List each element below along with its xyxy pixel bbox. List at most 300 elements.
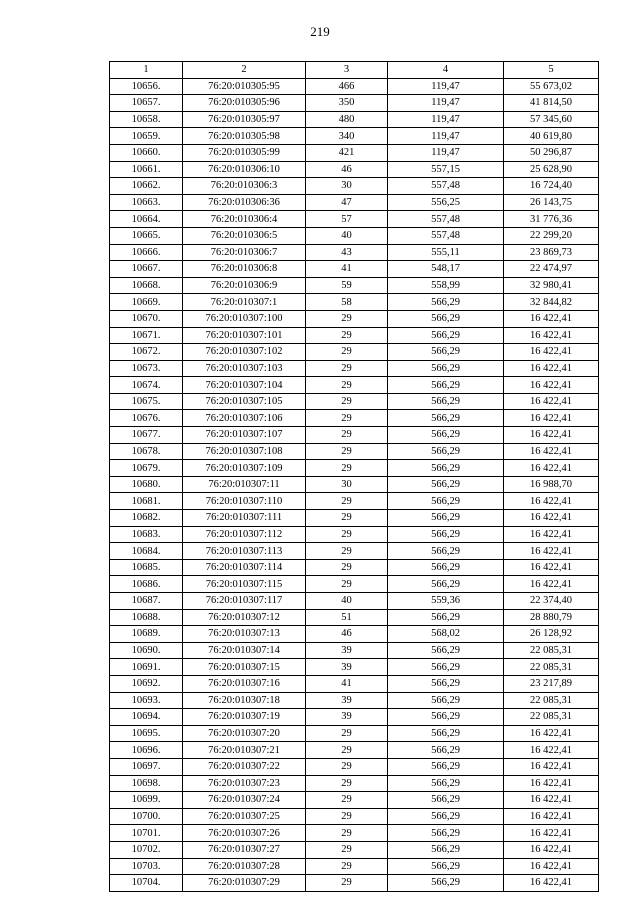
table-row (110, 675, 599, 692)
column-header-4: 4 (388, 62, 504, 79)
row-number-cell: 10679. (110, 460, 183, 477)
row-number-cell: 10672. (110, 344, 183, 361)
row-number-cell: 10704. (110, 875, 183, 892)
cadastral-number-cell: 76:20:010305:96 (183, 95, 306, 112)
row-number-cell: 10675. (110, 393, 183, 410)
table-row (110, 244, 599, 261)
rate-cell: 566,29 (388, 659, 504, 676)
cadastral-number-cell: 76:20:010307:15 (183, 659, 306, 676)
amount-cell: 22 299,20 (504, 227, 599, 244)
area-cell: 59 (306, 277, 388, 294)
cadastral-number-cell: 76:20:010306:10 (183, 161, 306, 178)
cadastral-number-cell: 76:20:010307:112 (183, 526, 306, 543)
amount-cell: 50 296,87 (504, 144, 599, 161)
table-row (110, 692, 599, 709)
area-cell: 29 (306, 327, 388, 344)
cadastral-number-cell: 76:20:010307:19 (183, 709, 306, 726)
cadastral-number-cell: 76:20:010306:9 (183, 277, 306, 294)
area-cell: 29 (306, 526, 388, 543)
amount-cell: 23 869,73 (504, 244, 599, 261)
area-cell: 421 (306, 144, 388, 161)
amount-cell: 57 345,60 (504, 111, 599, 128)
rate-cell: 566,29 (388, 808, 504, 825)
cadastral-number-cell: 76:20:010306:3 (183, 178, 306, 195)
rate-cell: 566,29 (388, 559, 504, 576)
cadastral-number-cell: 76:20:010307:109 (183, 460, 306, 477)
table-row (110, 775, 599, 792)
rate-cell: 566,29 (388, 758, 504, 775)
row-number-cell: 10695. (110, 725, 183, 742)
area-cell: 29 (306, 775, 388, 792)
cadastral-number-cell: 76:20:010307:21 (183, 742, 306, 759)
amount-cell: 16 422,41 (504, 775, 599, 792)
area-cell: 40 (306, 227, 388, 244)
row-number-cell: 10671. (110, 327, 183, 344)
column-header-3: 3 (306, 62, 388, 79)
amount-cell: 16 422,41 (504, 427, 599, 444)
cadastral-number-cell: 76:20:010307:101 (183, 327, 306, 344)
cadastral-number-cell: 76:20:010307:115 (183, 576, 306, 593)
rate-cell: 566,29 (388, 344, 504, 361)
amount-cell: 55 673,02 (504, 78, 599, 95)
table-row (110, 543, 599, 560)
rate-cell: 566,29 (388, 393, 504, 410)
table-row (110, 626, 599, 643)
row-number-cell: 10670. (110, 310, 183, 327)
row-number-cell: 10656. (110, 78, 183, 95)
amount-cell: 16 422,41 (504, 460, 599, 477)
amount-cell: 16 724,40 (504, 178, 599, 195)
amount-cell: 16 422,41 (504, 742, 599, 759)
amount-cell: 16 422,41 (504, 377, 599, 394)
cadastral-number-cell: 76:20:010306:5 (183, 227, 306, 244)
row-number-cell: 10690. (110, 642, 183, 659)
table-row (110, 327, 599, 344)
rate-cell: 548,17 (388, 261, 504, 278)
cadastral-number-cell: 76:20:010307:12 (183, 609, 306, 626)
table-row (110, 310, 599, 327)
cadastral-number-cell: 76:20:010307:117 (183, 593, 306, 610)
area-cell: 29 (306, 559, 388, 576)
cadastral-number-cell: 76:20:010307:22 (183, 758, 306, 775)
row-number-cell: 10682. (110, 510, 183, 527)
cadastral-number-cell: 76:20:010306:4 (183, 211, 306, 228)
table-row (110, 825, 599, 842)
table-row (110, 742, 599, 759)
area-cell: 29 (306, 427, 388, 444)
rate-cell: 566,29 (388, 692, 504, 709)
area-cell: 29 (306, 377, 388, 394)
table-row (110, 211, 599, 228)
amount-cell: 16 422,41 (504, 792, 599, 809)
area-cell: 39 (306, 709, 388, 726)
rate-cell: 566,29 (388, 377, 504, 394)
cadastral-number-cell: 76:20:010307:102 (183, 344, 306, 361)
rate-cell: 566,29 (388, 858, 504, 875)
table-row (110, 111, 599, 128)
amount-cell: 22 374,40 (504, 593, 599, 610)
area-cell: 39 (306, 692, 388, 709)
rate-cell: 566,29 (388, 310, 504, 327)
rate-cell: 566,29 (388, 609, 504, 626)
area-cell: 29 (306, 576, 388, 593)
table-row (110, 78, 599, 95)
rate-cell: 566,29 (388, 742, 504, 759)
amount-cell: 16 422,41 (504, 758, 599, 775)
table-row (110, 277, 599, 294)
row-number-cell: 10657. (110, 95, 183, 112)
rate-cell: 119,47 (388, 144, 504, 161)
table-row (110, 144, 599, 161)
rate-cell: 119,47 (388, 128, 504, 145)
rate-cell: 566,29 (388, 526, 504, 543)
table-row (110, 377, 599, 394)
cadastral-number-cell: 76:20:010307:25 (183, 808, 306, 825)
area-cell: 466 (306, 78, 388, 95)
amount-cell: 16 988,70 (504, 476, 599, 493)
row-number-cell: 10660. (110, 144, 183, 161)
rate-cell: 566,29 (388, 792, 504, 809)
amount-cell: 16 422,41 (504, 576, 599, 593)
area-cell: 480 (306, 111, 388, 128)
rate-cell: 566,29 (388, 493, 504, 510)
area-cell: 29 (306, 841, 388, 858)
area-cell: 46 (306, 626, 388, 643)
amount-cell: 22 085,31 (504, 642, 599, 659)
table-row (110, 576, 599, 593)
cadastral-number-cell: 76:20:010305:98 (183, 128, 306, 145)
rate-cell: 568,02 (388, 626, 504, 643)
cadastral-number-cell: 76:20:010307:100 (183, 310, 306, 327)
row-number-cell: 10681. (110, 493, 183, 510)
column-header-5: 5 (504, 62, 599, 79)
area-cell: 29 (306, 858, 388, 875)
row-number-cell: 10667. (110, 261, 183, 278)
cadastral-number-cell: 76:20:010307:108 (183, 443, 306, 460)
amount-cell: 31 776,36 (504, 211, 599, 228)
amount-cell: 16 422,41 (504, 526, 599, 543)
area-cell: 29 (306, 758, 388, 775)
cadastral-number-cell: 76:20:010307:113 (183, 543, 306, 560)
area-cell: 29 (306, 808, 388, 825)
cadastral-number-cell: 76:20:010307:111 (183, 510, 306, 527)
row-number-cell: 10686. (110, 576, 183, 593)
table-body (110, 78, 599, 891)
amount-cell: 16 422,41 (504, 858, 599, 875)
area-cell: 29 (306, 410, 388, 427)
amount-cell: 16 422,41 (504, 344, 599, 361)
cadastral-number-cell: 76:20:010307:13 (183, 626, 306, 643)
area-cell: 29 (306, 360, 388, 377)
amount-cell: 25 628,90 (504, 161, 599, 178)
row-number-cell: 10661. (110, 161, 183, 178)
area-cell: 58 (306, 294, 388, 311)
amount-cell: 16 422,41 (504, 410, 599, 427)
table-row (110, 659, 599, 676)
row-number-cell: 10689. (110, 626, 183, 643)
rate-cell: 566,29 (388, 476, 504, 493)
row-number-cell: 10700. (110, 808, 183, 825)
cadastral-number-cell: 76:20:010307:104 (183, 377, 306, 394)
row-number-cell: 10662. (110, 178, 183, 195)
row-number-cell: 10659. (110, 128, 183, 145)
row-number-cell: 10687. (110, 593, 183, 610)
row-number-cell: 10677. (110, 427, 183, 444)
rate-cell: 559,36 (388, 593, 504, 610)
area-cell: 29 (306, 742, 388, 759)
cadastral-number-cell: 76:20:010307:106 (183, 410, 306, 427)
table-row (110, 476, 599, 493)
amount-cell: 22 474,97 (504, 261, 599, 278)
cadastral-number-cell: 76:20:010307:1 (183, 294, 306, 311)
table-row (110, 427, 599, 444)
rate-cell: 566,29 (388, 642, 504, 659)
area-cell: 39 (306, 659, 388, 676)
table-row (110, 792, 599, 809)
row-number-cell: 10676. (110, 410, 183, 427)
data-table (109, 61, 599, 892)
rate-cell: 566,29 (388, 841, 504, 858)
rate-cell: 566,29 (388, 875, 504, 892)
row-number-cell: 10703. (110, 858, 183, 875)
rate-cell: 566,29 (388, 443, 504, 460)
area-cell: 46 (306, 161, 388, 178)
rate-cell: 566,29 (388, 460, 504, 477)
amount-cell: 16 422,41 (504, 510, 599, 527)
amount-cell: 16 422,41 (504, 493, 599, 510)
rate-cell: 566,29 (388, 725, 504, 742)
row-number-cell: 10691. (110, 659, 183, 676)
table-row (110, 360, 599, 377)
table-row (110, 443, 599, 460)
column-header-2: 2 (183, 62, 306, 79)
amount-cell: 16 422,41 (504, 725, 599, 742)
row-number-cell: 10665. (110, 227, 183, 244)
rate-cell: 566,29 (388, 675, 504, 692)
row-number-cell: 10664. (110, 211, 183, 228)
cadastral-number-cell: 76:20:010306:36 (183, 194, 306, 211)
area-cell: 29 (306, 310, 388, 327)
rate-cell: 557,48 (388, 211, 504, 228)
area-cell: 29 (306, 443, 388, 460)
table-row (110, 178, 599, 195)
amount-cell: 32 844,82 (504, 294, 599, 311)
amount-cell: 16 422,41 (504, 808, 599, 825)
table-row (110, 593, 599, 610)
rate-cell: 557,15 (388, 161, 504, 178)
cadastral-number-cell: 76:20:010307:26 (183, 825, 306, 842)
area-cell: 41 (306, 261, 388, 278)
area-cell: 30 (306, 476, 388, 493)
rate-cell: 566,29 (388, 709, 504, 726)
cadastral-number-cell: 76:20:010307:20 (183, 725, 306, 742)
cadastral-number-cell: 76:20:010307:107 (183, 427, 306, 444)
rate-cell: 566,29 (388, 543, 504, 560)
rate-cell: 566,29 (388, 427, 504, 444)
row-number-cell: 10658. (110, 111, 183, 128)
row-number-cell: 10674. (110, 377, 183, 394)
table-row (110, 393, 599, 410)
amount-cell: 16 422,41 (504, 360, 599, 377)
table-row (110, 609, 599, 626)
amount-cell: 16 422,41 (504, 327, 599, 344)
rate-cell: 119,47 (388, 95, 504, 112)
rate-cell: 558,99 (388, 277, 504, 294)
table-row (110, 559, 599, 576)
amount-cell: 41 814,50 (504, 95, 599, 112)
table-row (110, 493, 599, 510)
area-cell: 40 (306, 593, 388, 610)
row-number-cell: 10693. (110, 692, 183, 709)
table-row (110, 725, 599, 742)
amount-cell: 28 880,79 (504, 609, 599, 626)
row-number-cell: 10698. (110, 775, 183, 792)
table-row (110, 510, 599, 527)
row-number-cell: 10692. (110, 675, 183, 692)
header-row (110, 62, 599, 79)
table-row (110, 460, 599, 477)
row-number-cell: 10663. (110, 194, 183, 211)
table-row (110, 128, 599, 145)
rate-cell: 119,47 (388, 111, 504, 128)
table-row (110, 758, 599, 775)
rate-cell: 566,29 (388, 360, 504, 377)
rate-cell: 566,29 (388, 775, 504, 792)
rate-cell: 557,48 (388, 227, 504, 244)
row-number-cell: 10688. (110, 609, 183, 626)
row-number-cell: 10701. (110, 825, 183, 842)
amount-cell: 16 422,41 (504, 443, 599, 460)
table-row (110, 344, 599, 361)
row-number-cell: 10680. (110, 476, 183, 493)
table-row (110, 709, 599, 726)
rate-cell: 566,29 (388, 410, 504, 427)
amount-cell: 22 085,31 (504, 709, 599, 726)
amount-cell: 16 422,41 (504, 310, 599, 327)
amount-cell: 23 217,89 (504, 675, 599, 692)
cadastral-number-cell: 76:20:010307:23 (183, 775, 306, 792)
amount-cell: 16 422,41 (504, 841, 599, 858)
table-row (110, 410, 599, 427)
area-cell: 29 (306, 792, 388, 809)
area-cell: 29 (306, 393, 388, 410)
rate-cell: 566,29 (388, 510, 504, 527)
cadastral-number-cell: 76:20:010307:27 (183, 841, 306, 858)
cadastral-number-cell: 76:20:010307:16 (183, 675, 306, 692)
amount-cell: 16 422,41 (504, 825, 599, 842)
table-row (110, 841, 599, 858)
cadastral-number-cell: 76:20:010307:110 (183, 493, 306, 510)
table-row (110, 194, 599, 211)
area-cell: 47 (306, 194, 388, 211)
area-cell: 57 (306, 211, 388, 228)
amount-cell: 22 085,31 (504, 659, 599, 676)
table-row (110, 261, 599, 278)
rate-cell: 566,29 (388, 327, 504, 344)
area-cell: 29 (306, 725, 388, 742)
cadastral-number-cell: 76:20:010307:24 (183, 792, 306, 809)
rate-cell: 557,48 (388, 178, 504, 195)
area-cell: 30 (306, 178, 388, 195)
row-number-cell: 10694. (110, 709, 183, 726)
amount-cell: 32 980,41 (504, 277, 599, 294)
row-number-cell: 10685. (110, 559, 183, 576)
area-cell: 340 (306, 128, 388, 145)
cadastral-number-cell: 76:20:010307:29 (183, 875, 306, 892)
table-row (110, 875, 599, 892)
cadastral-number-cell: 76:20:010305:95 (183, 78, 306, 95)
amount-cell: 16 422,41 (504, 875, 599, 892)
table-row (110, 95, 599, 112)
rate-cell: 555,11 (388, 244, 504, 261)
area-cell: 29 (306, 875, 388, 892)
area-cell: 29 (306, 493, 388, 510)
cadastral-number-cell: 76:20:010305:97 (183, 111, 306, 128)
cadastral-number-cell: 76:20:010305:99 (183, 144, 306, 161)
row-number-cell: 10702. (110, 841, 183, 858)
cadastral-number-cell: 76:20:010307:18 (183, 692, 306, 709)
amount-cell: 16 422,41 (504, 559, 599, 576)
column-header-1: 1 (110, 62, 183, 79)
row-number-cell: 10669. (110, 294, 183, 311)
area-cell: 39 (306, 642, 388, 659)
table-row (110, 808, 599, 825)
rate-cell: 566,29 (388, 294, 504, 311)
area-cell: 43 (306, 244, 388, 261)
row-number-cell: 10696. (110, 742, 183, 759)
amount-cell: 22 085,31 (504, 692, 599, 709)
area-cell: 51 (306, 609, 388, 626)
page-number: 219 (310, 24, 330, 39)
area-cell: 29 (306, 460, 388, 477)
table-row (110, 227, 599, 244)
area-cell: 29 (306, 543, 388, 560)
table-row (110, 642, 599, 659)
row-number-cell: 10697. (110, 758, 183, 775)
cadastral-number-cell: 76:20:010307:114 (183, 559, 306, 576)
amount-cell: 26 143,75 (504, 194, 599, 211)
area-cell: 29 (306, 825, 388, 842)
cadastral-number-cell: 76:20:010307:14 (183, 642, 306, 659)
cadastral-number-cell: 76:20:010307:103 (183, 360, 306, 377)
cadastral-number-cell: 76:20:010307:28 (183, 858, 306, 875)
area-cell: 41 (306, 675, 388, 692)
row-number-cell: 10699. (110, 792, 183, 809)
cadastral-number-cell: 76:20:010307:105 (183, 393, 306, 410)
cadastral-number-cell: 76:20:010306:8 (183, 261, 306, 278)
table-row (110, 294, 599, 311)
amount-cell: 26 128,92 (504, 626, 599, 643)
cadastral-number-cell: 76:20:010307:11 (183, 476, 306, 493)
row-number-cell: 10683. (110, 526, 183, 543)
amount-cell: 16 422,41 (504, 543, 599, 560)
area-cell: 29 (306, 344, 388, 361)
rate-cell: 566,29 (388, 825, 504, 842)
area-cell: 350 (306, 95, 388, 112)
rate-cell: 556,25 (388, 194, 504, 211)
table-row (110, 526, 599, 543)
table-row (110, 161, 599, 178)
cadastral-number-cell: 76:20:010306:7 (183, 244, 306, 261)
amount-cell: 40 619,80 (504, 128, 599, 145)
row-number-cell: 10666. (110, 244, 183, 261)
row-number-cell: 10668. (110, 277, 183, 294)
amount-cell: 16 422,41 (504, 393, 599, 410)
rate-cell: 119,47 (388, 78, 504, 95)
table-header (110, 62, 599, 79)
row-number-cell: 10684. (110, 543, 183, 560)
area-cell: 29 (306, 510, 388, 527)
